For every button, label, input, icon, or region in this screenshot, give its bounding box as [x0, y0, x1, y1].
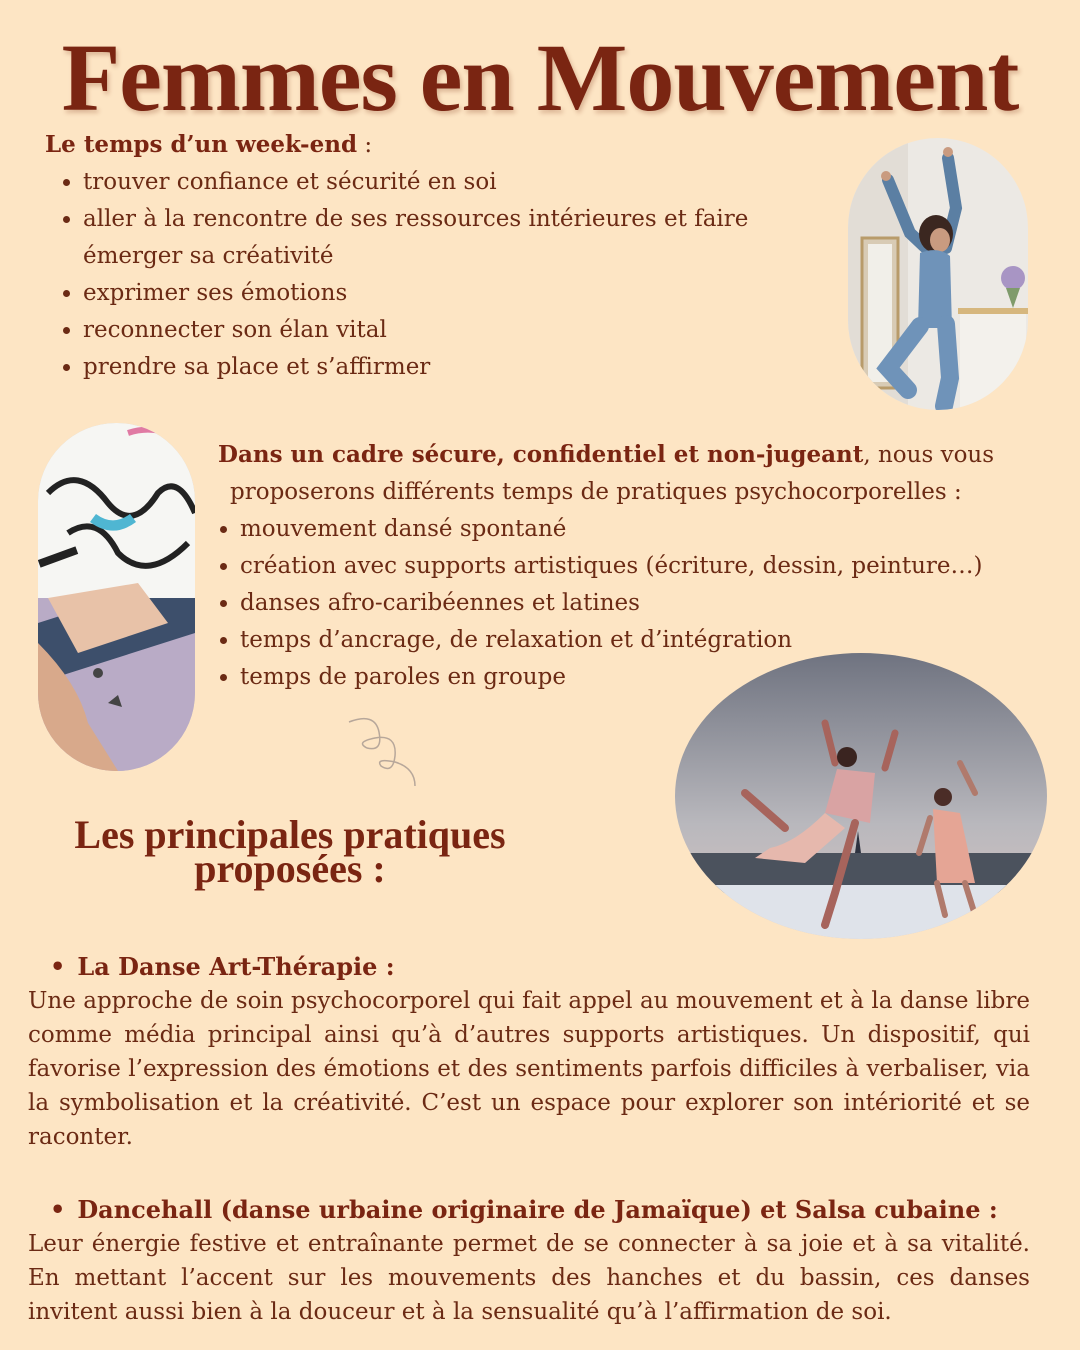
intro-section [45, 126, 825, 386]
drawing-photo [38, 423, 195, 771]
list-item: • temps de paroles en groupe [240, 659, 1038, 696]
practice-text: Leur énergie festive et entraînante permet de se connecter à sa joie et à sa vitalité. En mettant l’accent sur les mouvements des hanches et du bassin, ces danses invitent aussi bien à la douceur et à la sensualité qu’à l’affirmation de soi. [28, 1231, 1030, 1325]
list-item: • exprimer ses émotions [83, 275, 825, 312]
list-item: • mouvement dansé spontané [240, 511, 1038, 548]
dancer-photo [848, 138, 1028, 410]
list-item: • création avec supports artistiques (écriture, dessin, peinture…) [240, 548, 1038, 585]
practice-dancehall-salsa [28, 1193, 1030, 1329]
practices-heading: Les principales pratiques proposées : [74, 812, 506, 891]
list-item: • prendre sa place et s’affirmer [83, 349, 825, 386]
list-item: • danses afro-caribéennes et latines [240, 585, 1038, 622]
intro-lead: Le temps d’un week-end : [45, 131, 373, 158]
stage-dancers-photo [675, 653, 1047, 939]
list-item: • temps d’ancrage, de relaxation et d’intégration [240, 622, 1038, 659]
list-item: • reconnecter son élan vital [83, 312, 825, 349]
framework-lead-line2: proposerons différents temps de pratiques psychocorporelles : [230, 479, 962, 505]
practice-dance-art-therapy [28, 950, 1030, 1154]
practice-title: • La Danse Art-Thérapie : [50, 950, 1030, 984]
list-item: • trouver confiance et sécurité en soi [83, 164, 825, 201]
practice-title: • Dancehall (danse urbaine originaire de Jamaïque) et Salsa cubaine : [50, 1193, 1030, 1227]
squiggle-decoration [345, 712, 425, 792]
intro-list [45, 164, 825, 386]
framework-lead: Dans un cadre sécure, confidentiel et non-jugeant, nous vous [218, 441, 995, 468]
list-item: • aller à la rencontre de ses ressources intérieures et faire émerger sa créativité [83, 201, 825, 275]
page-title: Femmes en Mouvement [61, 24, 1019, 131]
framework-section [218, 436, 1038, 696]
practice-text: Une approche de soin psychocorporel qui fait appel au mouvement et à la danse libre comme média principal ainsi qu’à d’autres supports artistiques. Un dispositif, qui favorise l’expression des émotions et des sentiments parfois difficiles à verbaliser, via la symbolisation et la créativité. C’est un espace pour explorer son intériorité et se raconter. [28, 988, 1030, 1150]
